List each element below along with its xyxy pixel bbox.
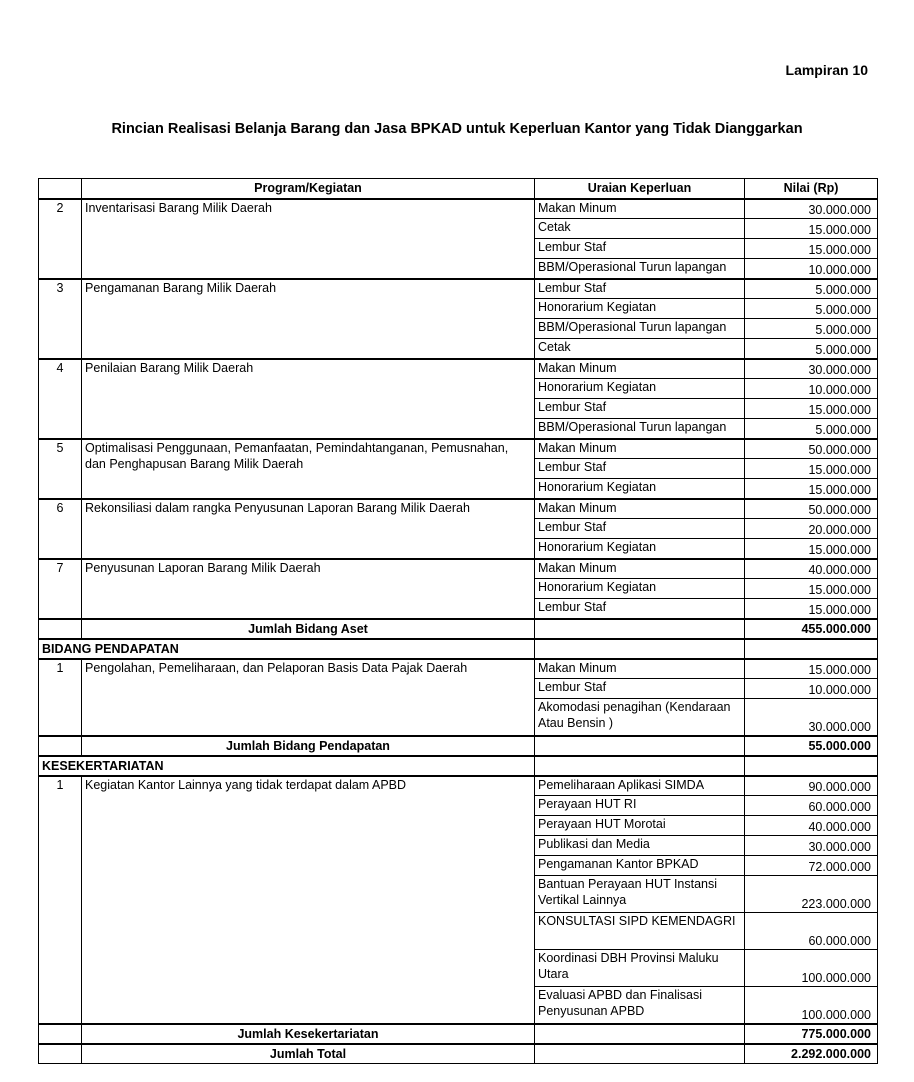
nilai-cell: 15.000.000 (745, 659, 878, 679)
nilai-cell: 15.000.000 (745, 479, 878, 499)
nilai-cell: 100.000.000 (745, 950, 878, 987)
lampiran-label: Lampiran 10 (785, 62, 868, 78)
total-value: 55.000.000 (745, 736, 878, 756)
header-program: Program/Kegiatan (82, 179, 535, 199)
nilai-cell: 90.000.000 (745, 776, 878, 796)
uraian-cell: Bantuan Perayaan HUT Instansi Vertikal Lainnya (535, 876, 745, 913)
header-nilai: Nilai (Rp) (745, 179, 878, 199)
uraian-cell: Perayaan HUT Morotai (535, 816, 745, 836)
table-row (39, 359, 878, 379)
program-name: Penilaian Barang Milik Daerah (82, 359, 535, 439)
uraian-cell: Evaluasi APBD dan Finalisasi Penyusunan APBD (535, 987, 745, 1024)
section-pendapatan-row (39, 639, 878, 659)
nilai-cell: 5.000.000 (745, 299, 878, 319)
program-name: Inventarisasi Barang Milik Daerah (82, 199, 535, 279)
nilai-cell: 40.000.000 (745, 816, 878, 836)
uraian-cell: Makan Minum (535, 659, 745, 679)
uraian-cell: Makan Minum (535, 559, 745, 579)
nilai-cell: 5.000.000 (745, 279, 878, 299)
document-title: Rincian Realisasi Belanja Barang dan Jasa BPKAD untuk Keperluan Kantor yang Tidak Dianggarkan (111, 121, 803, 137)
uraian-cell: Honorarium Kegiatan (535, 479, 745, 499)
empty-cell (39, 1044, 82, 1064)
jumlah-pendapatan-row (39, 736, 878, 756)
nilai-cell: 10.000.000 (745, 379, 878, 399)
nilai-cell: 15.000.000 (745, 219, 878, 239)
uraian-cell: Lembur Staf (535, 279, 745, 299)
uraian-cell: Publikasi dan Media (535, 836, 745, 856)
uraian-cell: Cetak (535, 219, 745, 239)
uraian-cell: Honorarium Kegiatan (535, 539, 745, 559)
empty-cell (39, 736, 82, 756)
section-kesekertariatan-row (39, 756, 878, 776)
nilai-cell: 10.000.000 (745, 259, 878, 279)
nilai-cell: 15.000.000 (745, 239, 878, 259)
uraian-cell: Lembur Staf (535, 599, 745, 619)
uraian-cell: Makan Minum (535, 359, 745, 379)
jumlah-aset-row (39, 619, 878, 639)
nilai-cell: 100.000.000 (745, 987, 878, 1024)
uraian-cell: Honorarium Kegiatan (535, 579, 745, 599)
jumlah-total-row (39, 1044, 878, 1064)
empty-cell (39, 619, 82, 639)
total-value: 775.000.000 (745, 1024, 878, 1044)
row-number: 2 (39, 199, 82, 279)
section-label: BIDANG PENDAPATAN (39, 639, 535, 659)
program-name: Optimalisasi Penggunaan, Pemanfaatan, Pemindahtanganan, Pemusnahan, dan Penghapusan Barang Milik Daerah (82, 439, 535, 499)
uraian-cell: Perayaan HUT RI (535, 796, 745, 816)
nilai-cell: 30.000.000 (745, 836, 878, 856)
nilai-cell: 5.000.000 (745, 319, 878, 339)
uraian-cell: Makan Minum (535, 499, 745, 519)
empty-cell (535, 639, 745, 659)
nilai-cell: 20.000.000 (745, 519, 878, 539)
uraian-cell: Pengamanan Kantor BPKAD (535, 856, 745, 876)
uraian-cell: Makan Minum (535, 439, 745, 459)
nilai-cell: 50.000.000 (745, 439, 878, 459)
uraian-cell: BBM/Operasional Turun lapangan (535, 419, 745, 439)
nilai-cell: 5.000.000 (745, 339, 878, 359)
uraian-cell: Lembur Staf (535, 399, 745, 419)
realisasi-table (38, 178, 878, 1064)
uraian-cell: KONSULTASI SIPD KEMENDAGRI (535, 913, 745, 950)
table-row (39, 279, 878, 299)
uraian-cell: Lembur Staf (535, 519, 745, 539)
empty-cell (39, 1024, 82, 1044)
total-value: 2.292.000.000 (745, 1044, 878, 1064)
table-row (39, 559, 878, 579)
nilai-cell: 60.000.000 (745, 796, 878, 816)
nilai-cell: 10.000.000 (745, 679, 878, 699)
nilai-cell: 72.000.000 (745, 856, 878, 876)
uraian-cell: BBM/Operasional Turun lapangan (535, 319, 745, 339)
table-row (39, 776, 878, 796)
total-label: Jumlah Bidang Pendapatan (82, 736, 535, 756)
uraian-cell: Lembur Staf (535, 679, 745, 699)
uraian-cell: Koordinasi DBH Provinsi Maluku Utara (535, 950, 745, 987)
uraian-cell: Lembur Staf (535, 459, 745, 479)
empty-cell (535, 1024, 745, 1044)
table-row (39, 659, 878, 679)
table-row (39, 439, 878, 459)
header-no (39, 179, 82, 199)
row-number: 3 (39, 279, 82, 359)
table-header-row (39, 179, 878, 199)
nilai-cell: 30.000.000 (745, 699, 878, 736)
empty-cell (745, 756, 878, 776)
program-name: Kegiatan Kantor Lainnya yang tidak terdapat dalam APBD (82, 776, 535, 1024)
nilai-cell: 60.000.000 (745, 913, 878, 950)
empty-cell (535, 736, 745, 756)
empty-cell (535, 619, 745, 639)
nilai-cell: 223.000.000 (745, 876, 878, 913)
uraian-cell: Akomodasi penagihan (Kendaraan Atau Bensin ) (535, 699, 745, 736)
row-number: 1 (39, 659, 82, 736)
uraian-cell: Makan Minum (535, 199, 745, 219)
jumlah-kesekertariatan-row (39, 1024, 878, 1044)
row-number: 1 (39, 776, 82, 1024)
nilai-cell: 15.000.000 (745, 459, 878, 479)
row-number: 6 (39, 499, 82, 559)
nilai-cell: 30.000.000 (745, 359, 878, 379)
row-number: 4 (39, 359, 82, 439)
uraian-cell: Honorarium Kegiatan (535, 299, 745, 319)
total-label: Jumlah Bidang Aset (82, 619, 535, 639)
empty-cell (745, 639, 878, 659)
uraian-cell: Pemeliharaan Aplikasi SIMDA (535, 776, 745, 796)
empty-cell (535, 756, 745, 776)
row-number: 7 (39, 559, 82, 619)
nilai-cell: 40.000.000 (745, 559, 878, 579)
nilai-cell: 15.000.000 (745, 579, 878, 599)
empty-cell (535, 1044, 745, 1064)
table-row (39, 199, 878, 219)
program-name: Rekonsiliasi dalam rangka Penyusunan Laporan Barang Milik Daerah (82, 499, 535, 559)
uraian-cell: Honorarium Kegiatan (535, 379, 745, 399)
section-label: KESEKERTARIATAN (39, 756, 535, 776)
nilai-cell: 30.000.000 (745, 199, 878, 219)
nilai-cell: 15.000.000 (745, 599, 878, 619)
total-label: Jumlah Total (82, 1044, 535, 1064)
nilai-cell: 5.000.000 (745, 419, 878, 439)
total-value: 455.000.000 (745, 619, 878, 639)
nilai-cell: 15.000.000 (745, 539, 878, 559)
total-label: Jumlah Kesekertariatan (82, 1024, 535, 1044)
row-number: 5 (39, 439, 82, 499)
program-name: Pengamanan Barang Milik Daerah (82, 279, 535, 359)
uraian-cell: BBM/Operasional Turun lapangan (535, 259, 745, 279)
uraian-cell: Cetak (535, 339, 745, 359)
program-name: Pengolahan, Pemeliharaan, dan Pelaporan Basis Data Pajak Daerah (82, 659, 535, 736)
nilai-cell: 50.000.000 (745, 499, 878, 519)
nilai-cell: 15.000.000 (745, 399, 878, 419)
program-name: Penyusunan Laporan Barang Milik Daerah (82, 559, 535, 619)
header-uraian: Uraian Keperluan (535, 179, 745, 199)
table-row (39, 499, 878, 519)
uraian-cell: Lembur Staf (535, 239, 745, 259)
